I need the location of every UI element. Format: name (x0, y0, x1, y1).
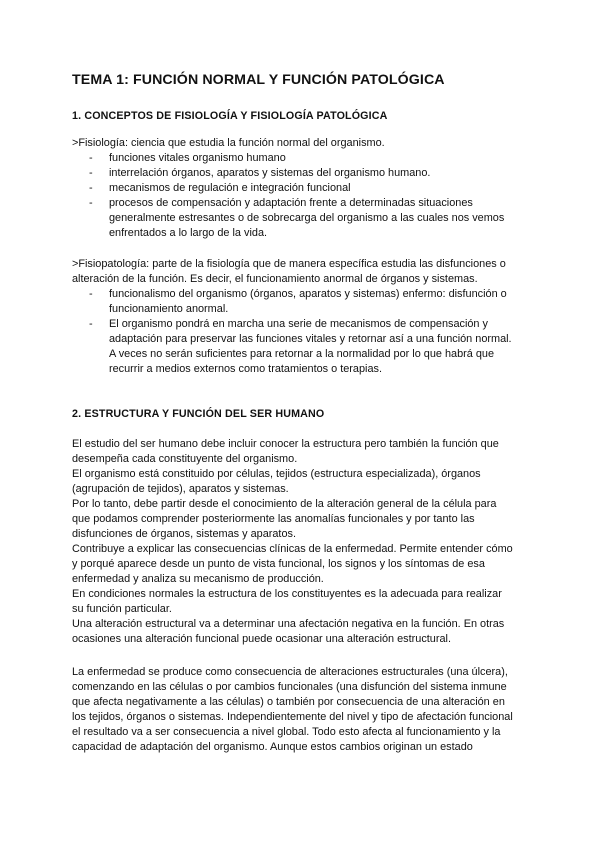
fisiologia-intro (72, 136, 532, 151)
text-line: interrelación órganos, aparatos y sistemas del organismo humano. (109, 167, 431, 179)
text-line: su función particular. (72, 603, 172, 615)
text-line: Contribuye a explicar las consecuencias clínicas de la enfermedad. Permite entender cómo (72, 543, 513, 555)
text-line: adaptación para preservar las funciones vitales y retornar así a una función normal. (109, 333, 512, 345)
text-line: >Fisiología: ciencia que estudia la función normal del organismo. (72, 137, 385, 149)
text-line: (agrupación de tejidos), aparatos y sistemas. (72, 483, 289, 495)
text-line: desempeña cada constituyente del organismo. (72, 453, 298, 465)
text-line: y porqué aparece desde un punto de vista funcional, los signos y los síntomas de esa (72, 558, 485, 570)
text-line: El organismo está constituido por células, tejidos (estructura especializada), órganos (72, 468, 481, 480)
bullet-dash: - (89, 318, 93, 330)
text-line: los tejidos, órganos o sistemas. Independientemente del nivel y tipo de afectación funcional (72, 711, 513, 723)
text-line: que afecta negativamente a las células) o también por consecuencia de una alteración en (72, 696, 505, 708)
bullet-dash: - (89, 152, 93, 164)
page-title: TEMA 1: FUNCIÓN NORMAL Y FUNCIÓN PATOLÓGICA (72, 72, 445, 88)
list-item (72, 181, 532, 196)
text-line: funcionamiento anormal. (109, 303, 229, 315)
bullet-dash: - (89, 197, 93, 209)
bullet-dash: - (89, 288, 93, 300)
text-line: que podamos comprender posteriormente las anomalías funcionales y por tanto las (72, 513, 475, 525)
list-item (72, 196, 532, 241)
list-item (72, 166, 532, 181)
text-line: capacidad de adaptación del organismo. Aunque estos cambios originan un estado (72, 741, 473, 753)
text-line: enfermedad y analiza su mecanismo de producción. (72, 573, 324, 585)
list-item (72, 151, 532, 166)
text-line: A veces no serán suficientes para retornar a la normalidad por lo que habrá que (109, 348, 495, 360)
text-line: disfunciones de órganos, sistemas y aparatos. (72, 528, 296, 540)
fisiologia-list (72, 151, 532, 241)
text-line: En condiciones normales la estructura de los constituyentes es la adecuada para realizar (72, 588, 502, 600)
section-1-heading: 1. CONCEPTOS DE FISIOLOGÍA Y FISIOLOGÍA PATOLÓGICA (72, 110, 388, 122)
text-line: El organismo pondrá en marcha una serie de mecanismos de compensación y (109, 318, 488, 330)
list-item (72, 317, 532, 377)
text-line: enfrentados a lo largo de la vida. (109, 227, 268, 239)
list-item (72, 287, 532, 317)
text-line: funcionalismo del organismo (órganos, aparatos y sistemas) enfermo: disfunción o (109, 288, 507, 300)
fisiopatologia-intro (72, 257, 532, 287)
text-line: generalmente estresantes o de sobrecarga del organismo a las cuales nos vemos (109, 212, 505, 224)
bullet-dash: - (89, 167, 93, 179)
text-line: procesos de compensación y adaptación frente a determinadas situaciones (109, 197, 473, 209)
text-line: el resultado va a ser consecuencia a nivel global. Todo esto afecta al funcionamiento y la (72, 726, 501, 738)
section-2-heading: 2. ESTRUCTURA Y FUNCIÓN DEL SER HUMANO (72, 408, 325, 420)
text-line: recurrir a medios externos como tratamientos o terapias. (109, 363, 382, 375)
text-line: El estudio del ser humano debe incluir conocer la estructura pero también la función que (72, 438, 499, 450)
section-2-paragraph-2 (72, 665, 532, 755)
bullet-dash: - (89, 182, 93, 194)
text-line: comenzando en las células o por cambios funcionales (una disfunción del sistema inmune (72, 681, 507, 693)
fisiopatologia-list (72, 287, 532, 377)
text-line: >Fisiopatología: parte de la fisiología que de manera específica estudia las disfunciones o (72, 258, 506, 270)
text-line: Por lo tanto, debe partir desde el conocimiento de la alteración general de la célula para (72, 498, 497, 510)
text-line: alteración de la función. Es decir, el funcionamiento anormal de órganos y sistemas. (72, 273, 478, 285)
text-line: Una alteración estructural va a determinar una afectación negativa en la función. En otras (72, 618, 505, 630)
section-2-paragraph-1 (72, 437, 532, 647)
text-line: ocasiones una alteración funcional puede ocasionar una alteración estructural. (72, 633, 451, 645)
text-line: funciones vitales organismo humano (109, 152, 286, 164)
text-line: mecanismos de regulación e integración funcional (109, 182, 351, 194)
text-line: La enfermedad se produce como consecuencia de alteraciones estructurales (una úlcera), (72, 666, 508, 678)
